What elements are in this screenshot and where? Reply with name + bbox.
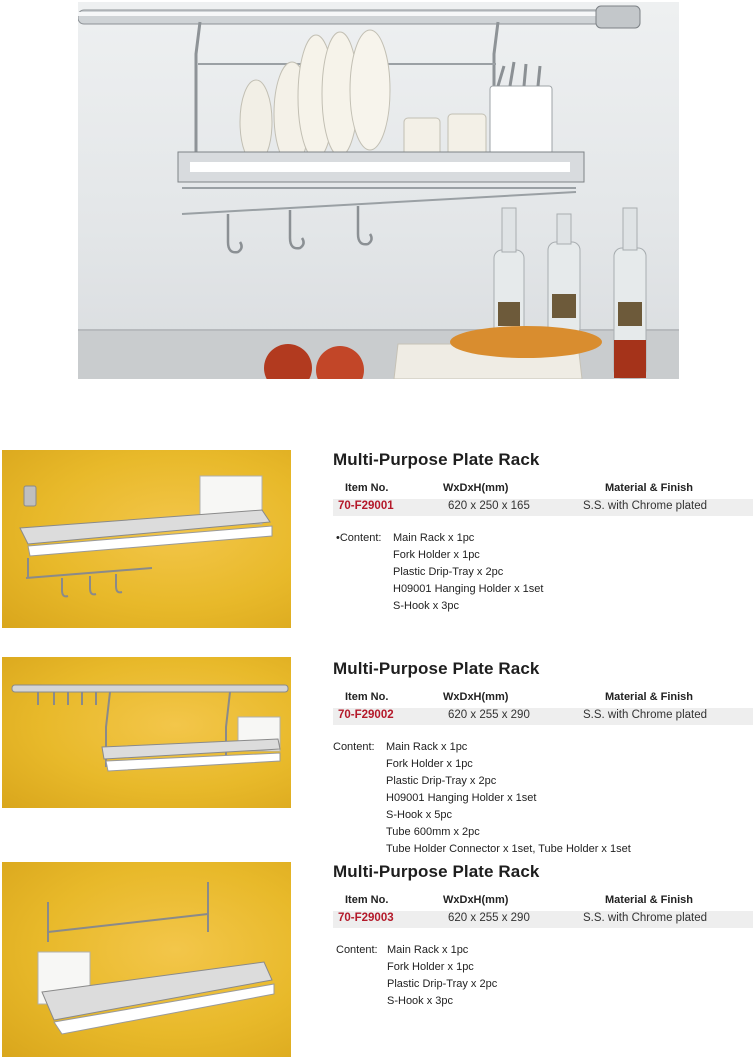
header-item-no: Item No. [345, 691, 389, 703]
material-finish: S.S. with Chrome plated [583, 709, 708, 721]
product-title: Multi-Purpose Plate Rack [333, 450, 540, 469]
header-material: Material & Finish [605, 691, 694, 703]
content-item: Fork Holder x 1pc [393, 549, 480, 561]
content-item: H09001 Hanging Holder x 1set [386, 792, 537, 804]
spec-header [333, 482, 753, 498]
header-material: Material & Finish [605, 894, 694, 906]
product-section-2 [333, 659, 753, 858]
product-photo-70-F29003 [2, 862, 291, 1057]
content-label: •Content: [336, 532, 382, 544]
product-photo-70-F29002 [2, 657, 291, 808]
item-number: 70-F29003 [338, 912, 394, 924]
product-title: Multi-Purpose Plate Rack [333, 862, 540, 881]
dimensions: 620 x 250 x 165 [448, 500, 530, 512]
spec-row [333, 708, 753, 725]
content-item: Plastic Drip-Tray x 2pc [387, 978, 498, 990]
contents-list [333, 739, 753, 858]
content-item: S-Hook x 3pc [393, 600, 460, 612]
content-item: H09001 Hanging Holder x 1set [393, 583, 544, 595]
content-item: S-Hook x 3pc [387, 995, 454, 1007]
header-item-no: Item No. [345, 482, 389, 494]
hero-illustration [78, 2, 679, 379]
product-title: Multi-Purpose Plate Rack [333, 659, 540, 678]
product-section-3 [333, 862, 753, 1010]
material-finish: S.S. with Chrome plated [583, 912, 708, 924]
content-item: Fork Holder x 1pc [387, 961, 474, 973]
header-dims: WxDxH(mm) [443, 482, 509, 494]
contents-list [333, 942, 753, 1010]
content-item: Plastic Drip-Tray x 2pc [393, 566, 504, 578]
content-label: Content: [336, 944, 378, 956]
product-photo-70-F29001 [2, 450, 291, 628]
spec-header [333, 691, 753, 707]
dimensions: 620 x 255 x 290 [448, 912, 530, 924]
content-item: Plastic Drip-Tray x 2pc [386, 775, 497, 787]
content-item: Fork Holder x 1pc [386, 758, 473, 770]
item-number: 70-F29002 [338, 709, 394, 721]
dimensions: 620 x 255 x 290 [448, 709, 530, 721]
spec-row [333, 911, 753, 928]
content-item: S-Hook x 5pc [386, 809, 453, 821]
spec-header [333, 894, 753, 910]
content-item: Main Rack x 1pc [387, 944, 469, 956]
content-item: Main Rack x 1pc [393, 532, 475, 544]
content-item: Tube Holder Connector x 1set, Tube Holder x 1set [386, 843, 631, 855]
content-label: Content: [333, 741, 375, 753]
item-number: 70-F29001 [338, 500, 394, 512]
contents-list [333, 530, 753, 615]
content-item: Main Rack x 1pc [386, 741, 468, 753]
content-item: Tube 600mm x 2pc [386, 826, 480, 838]
plate-rack-illustration [2, 657, 291, 808]
plate-rack-illustration [2, 450, 291, 628]
spec-row [333, 499, 753, 516]
material-finish: S.S. with Chrome plated [583, 500, 708, 512]
header-material: Material & Finish [605, 482, 694, 494]
hero-kitchen-photo [78, 2, 679, 379]
product-section-1 [333, 450, 753, 615]
plate-rack-illustration [2, 862, 291, 1057]
header-dims: WxDxH(mm) [443, 894, 509, 906]
header-item-no: Item No. [345, 894, 389, 906]
header-dims: WxDxH(mm) [443, 691, 509, 703]
